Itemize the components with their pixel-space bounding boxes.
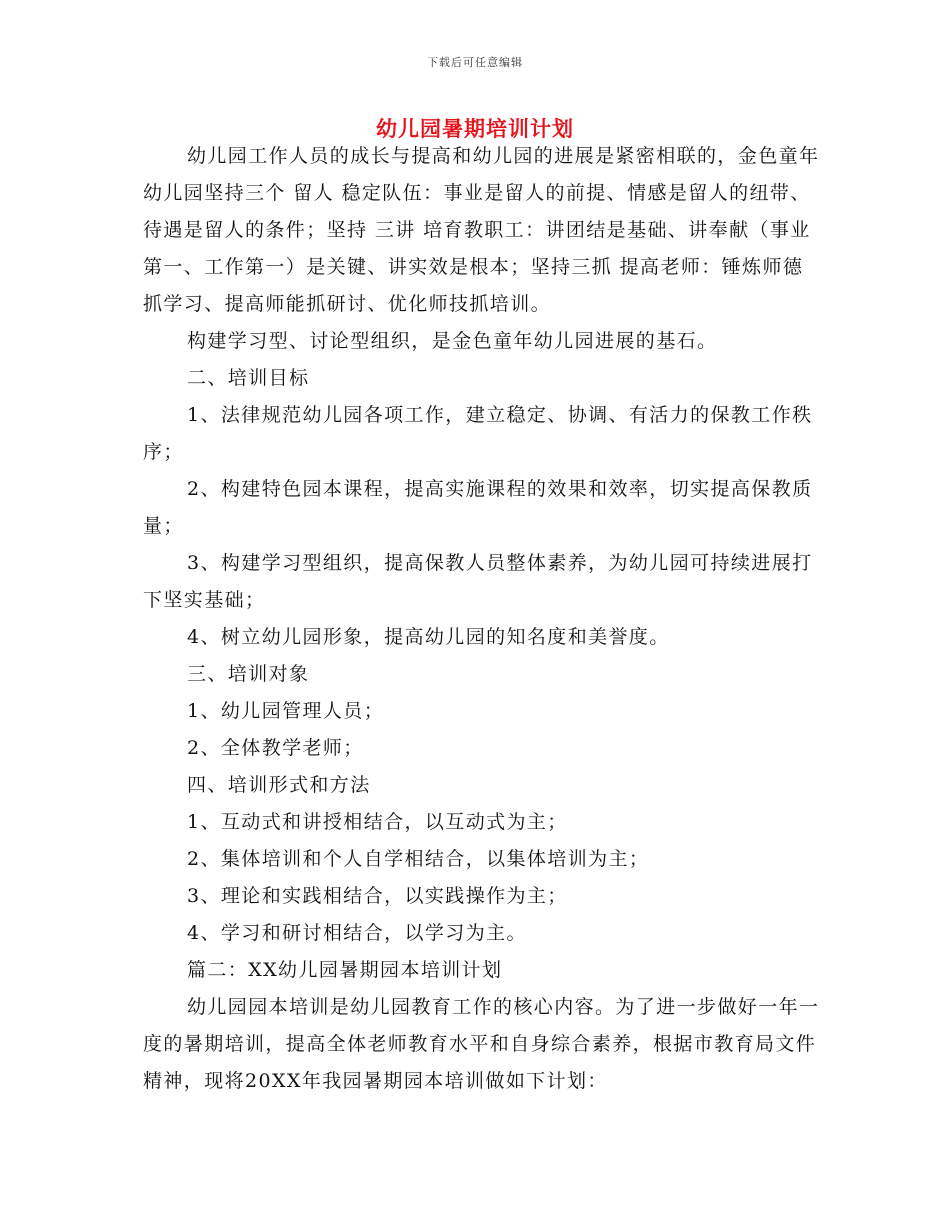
paragraph-foundation: 构建学习型、讨论型组织，是金色童年幼儿园进展的基石。 — [187, 330, 718, 352]
method-item-3: 3、理论和实践相结合，以实践操作为主； — [187, 885, 568, 907]
paragraph-intro: 幼儿园工作人员的成长与提高和幼儿园的进展是紧密相联的，金色童年幼儿园坚持三个 留人 稳定队伍：事业是留人的前提、情感是留人的纽带、待遇是留人的条件；坚持 三讲 培育教职工：讲团结是基础、讲奉献（事业第一、工作第一）是关键、讲实效是根本；坚持三抓 提高老师：锤炼师德抓学习、提高师能抓研讨、优化师技抓培训。 — [143, 145, 820, 315]
section-heading-methods: 四、培训形式和方法 — [187, 774, 371, 796]
audience-item-1: 1、幼儿园管理人员； — [187, 700, 385, 722]
goal-item-1: 1、法律规范幼儿园各项工作，建立稳定、协调、有活力的保教工作秩序； — [143, 404, 813, 463]
audience-item-2: 2、全体教学老师； — [187, 737, 364, 759]
method-item-1: 1、互动式和讲授相结合，以互动式为主； — [187, 811, 568, 833]
document-title: 幼儿园暑期培训计划 — [376, 116, 574, 141]
goal-item-4: 4、树立幼儿园形象，提高幼儿园的知名度和美誉度。 — [187, 626, 670, 648]
paragraph-part-two-intro: 幼儿园园本培训是幼儿园教育工作的核心内容。为了进一步做好一年一度的暑期培训，提高全体老师教育水平和自身综合素养，根据市教育局文件精神，现将20XX年我园暑期园本培训做如下计划： — [143, 996, 820, 1092]
method-item-4: 4、学习和研讨相结合，以学习为主。 — [187, 922, 527, 944]
goal-item-3: 3、构建学习型组织，提高保教人员整体素养，为幼儿园可持续进展打下坚实基础； — [143, 552, 813, 611]
section-heading-audience: 三、培训对象 — [187, 663, 310, 685]
goal-item-2: 2、构建特色园本课程，提高实施课程的效果和效率，切实提高保教质量； — [143, 478, 813, 537]
section-heading-goals: 二、培训目标 — [187, 367, 310, 389]
method-item-2: 2、集体培训和个人自学相结合，以集体培训为主； — [187, 848, 650, 870]
part-two-heading: 篇二：XX幼儿园暑期园本培训计划 — [187, 959, 503, 981]
page-header-note: 下载后可任意编辑 — [427, 56, 523, 69]
document-body — [143, 138, 823, 1100]
